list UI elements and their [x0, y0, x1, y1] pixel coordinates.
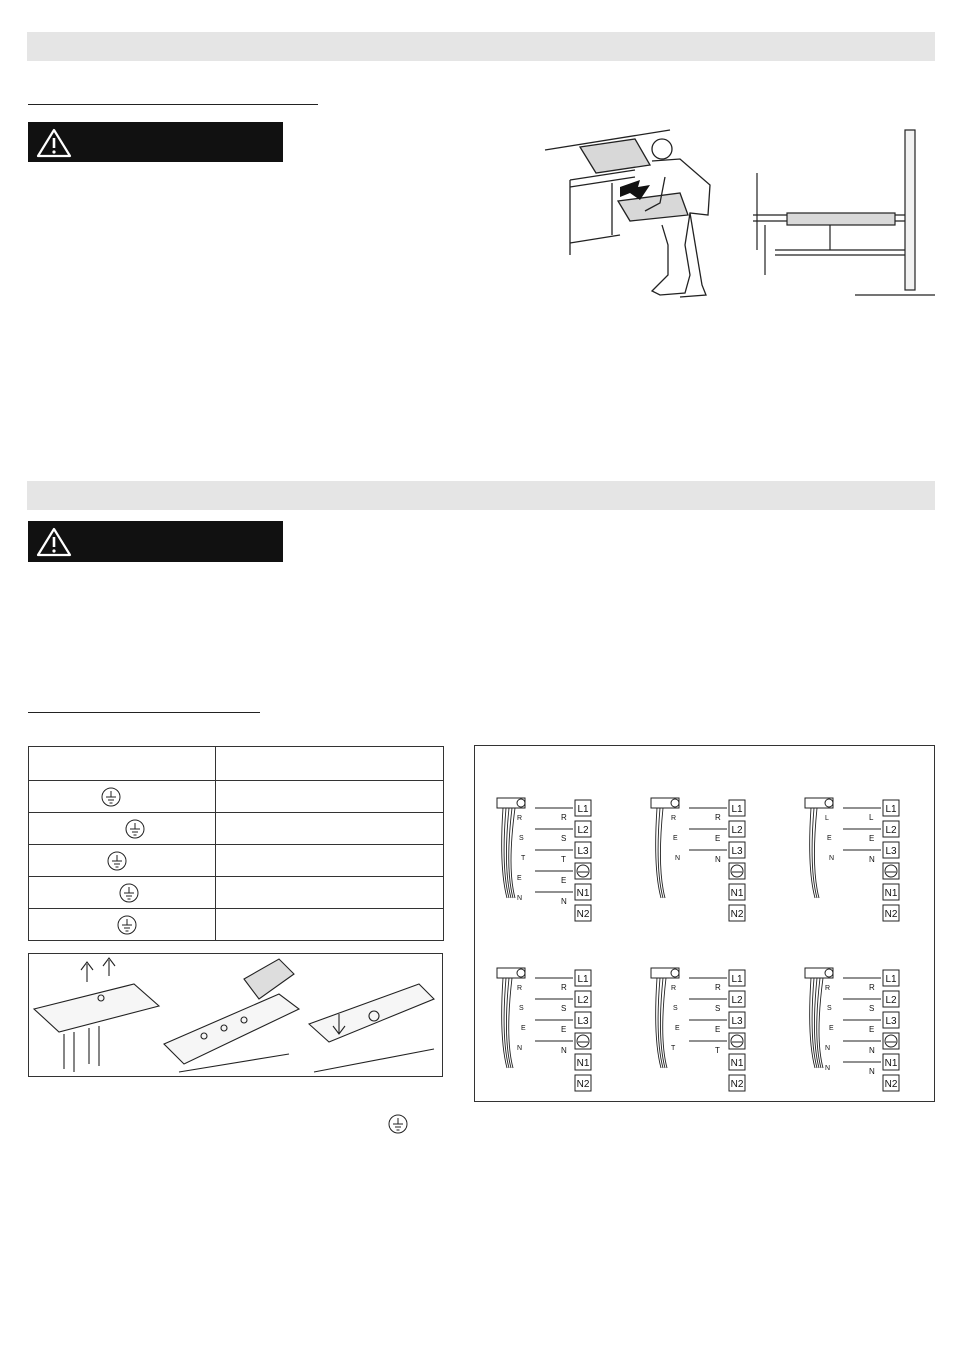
wire-label: E	[827, 835, 832, 842]
wiring-diagram	[651, 798, 745, 921]
wire-label: R	[517, 815, 523, 822]
wire-label: S	[673, 1005, 678, 1012]
section-header-band-1	[27, 32, 935, 61]
wire-label: R	[671, 815, 677, 822]
terminal-label: N1	[884, 888, 898, 899]
wire-label: T	[521, 855, 526, 862]
terminal-label: N2	[730, 1079, 744, 1090]
bridge-label: E	[869, 1025, 875, 1034]
terminal-label: N2	[884, 1079, 898, 1090]
earth-ground-icon	[107, 851, 127, 871]
heading-underline-1	[28, 104, 318, 105]
terminal-label: L1	[577, 804, 589, 815]
warning-triangle-icon	[36, 128, 72, 158]
terminal-label: L2	[731, 995, 743, 1006]
terminal-label: L3	[577, 846, 589, 857]
wire-label: S	[519, 835, 524, 842]
wiring-diagram	[497, 968, 591, 1091]
wire-label: R	[517, 985, 523, 992]
earth-ground-icon	[119, 883, 139, 903]
bridge-label: E	[561, 876, 567, 885]
bridge-label: N	[715, 855, 721, 864]
bridge-label: E	[715, 1025, 721, 1034]
warning-triangle-icon	[36, 527, 72, 557]
bridge-label: R	[561, 983, 567, 992]
wiring-diagram	[497, 798, 591, 921]
bridge-label: N	[869, 1046, 875, 1055]
bridge-label: R	[869, 983, 875, 992]
wire-label: S	[519, 1005, 524, 1012]
bridge-label: N	[561, 897, 567, 906]
table-row	[29, 909, 444, 941]
bridge-label: E	[715, 834, 721, 843]
bridge-label: S	[561, 1004, 567, 1013]
wiring-diagram	[805, 798, 899, 921]
terminal-label: L1	[885, 804, 897, 815]
bridge-label: S	[561, 834, 567, 843]
wiring-diagram	[805, 968, 899, 1091]
terminal-label: N1	[730, 888, 744, 899]
connection-table	[28, 746, 444, 941]
wire-label: N	[825, 1065, 831, 1072]
wiring-diagrams-panel	[474, 745, 935, 1102]
earth-ground-icon	[117, 915, 137, 935]
wire-label: E	[673, 835, 678, 842]
terminal-label: N2	[730, 909, 744, 920]
wiring-diagrams	[475, 746, 934, 1101]
bridge-label: E	[561, 1025, 567, 1034]
bridge-label: S	[715, 1004, 721, 1013]
wire-label: T	[671, 1045, 676, 1052]
terminal-label: L2	[731, 825, 743, 836]
table-row	[29, 781, 444, 813]
table-row	[29, 877, 444, 909]
terminal-label: N1	[730, 1058, 744, 1069]
bridge-label: R	[715, 983, 721, 992]
bridge-label: N	[561, 1046, 567, 1055]
bridge-label: E	[869, 834, 875, 843]
terminal-label: L3	[577, 1016, 589, 1027]
warning-banner-2	[28, 521, 283, 562]
bridge-label: S	[869, 1004, 875, 1013]
wire-label: R	[825, 985, 831, 992]
wire-label: L	[825, 815, 829, 822]
terminal-block-illustration	[28, 953, 443, 1077]
bridge-label: L	[869, 813, 874, 822]
bridge-label: N	[869, 1067, 875, 1076]
heading-underline-2	[28, 712, 260, 713]
terminal-label: N2	[576, 909, 590, 920]
bridge-label: R	[561, 813, 567, 822]
terminal-label: L2	[885, 825, 897, 836]
terminal-label: N1	[576, 888, 590, 899]
earth-ground-icon	[125, 819, 145, 839]
terminal-label: L3	[731, 1016, 743, 1027]
table-row	[29, 845, 444, 877]
section-header-band-2	[27, 481, 935, 510]
wire-label: N	[675, 855, 681, 862]
terminal-label: N1	[576, 1058, 590, 1069]
cross-section-illustration	[745, 125, 940, 305]
wire-label: N	[517, 1045, 523, 1052]
installation-person-illustration	[540, 125, 740, 305]
table-row	[29, 813, 444, 845]
bridge-label: T	[561, 855, 566, 864]
terminal-label: L1	[731, 974, 743, 985]
terminal-label: L1	[577, 974, 589, 985]
bridge-label: R	[715, 813, 721, 822]
terminal-label: N1	[884, 1058, 898, 1069]
warning-banner-1	[28, 122, 283, 162]
wire-label: E	[675, 1025, 680, 1032]
terminal-label: L1	[731, 804, 743, 815]
terminal-label: L2	[577, 995, 589, 1006]
terminal-label: N2	[576, 1079, 590, 1090]
wire-label: N	[825, 1045, 831, 1052]
wire-label: N	[829, 855, 835, 862]
earth-ground-icon	[101, 787, 121, 807]
terminal-label: L2	[885, 995, 897, 1006]
wire-label: R	[671, 985, 677, 992]
terminal-label: L3	[885, 1016, 897, 1027]
wire-label: E	[521, 1025, 526, 1032]
earth-ground-icon	[388, 1114, 408, 1134]
terminal-label: L3	[885, 846, 897, 857]
terminal-label: N2	[884, 909, 898, 920]
wire-label: E	[517, 875, 522, 882]
terminal-label: L1	[885, 974, 897, 985]
terminal-label: L3	[731, 846, 743, 857]
wiring-diagram	[651, 968, 745, 1091]
wire-label: E	[829, 1025, 834, 1032]
bridge-label: T	[715, 1046, 720, 1055]
bridge-label: N	[869, 855, 875, 864]
wire-label: S	[827, 1005, 832, 1012]
table-header-row	[29, 747, 444, 781]
wire-label: N	[517, 895, 523, 902]
terminal-label: L2	[577, 825, 589, 836]
